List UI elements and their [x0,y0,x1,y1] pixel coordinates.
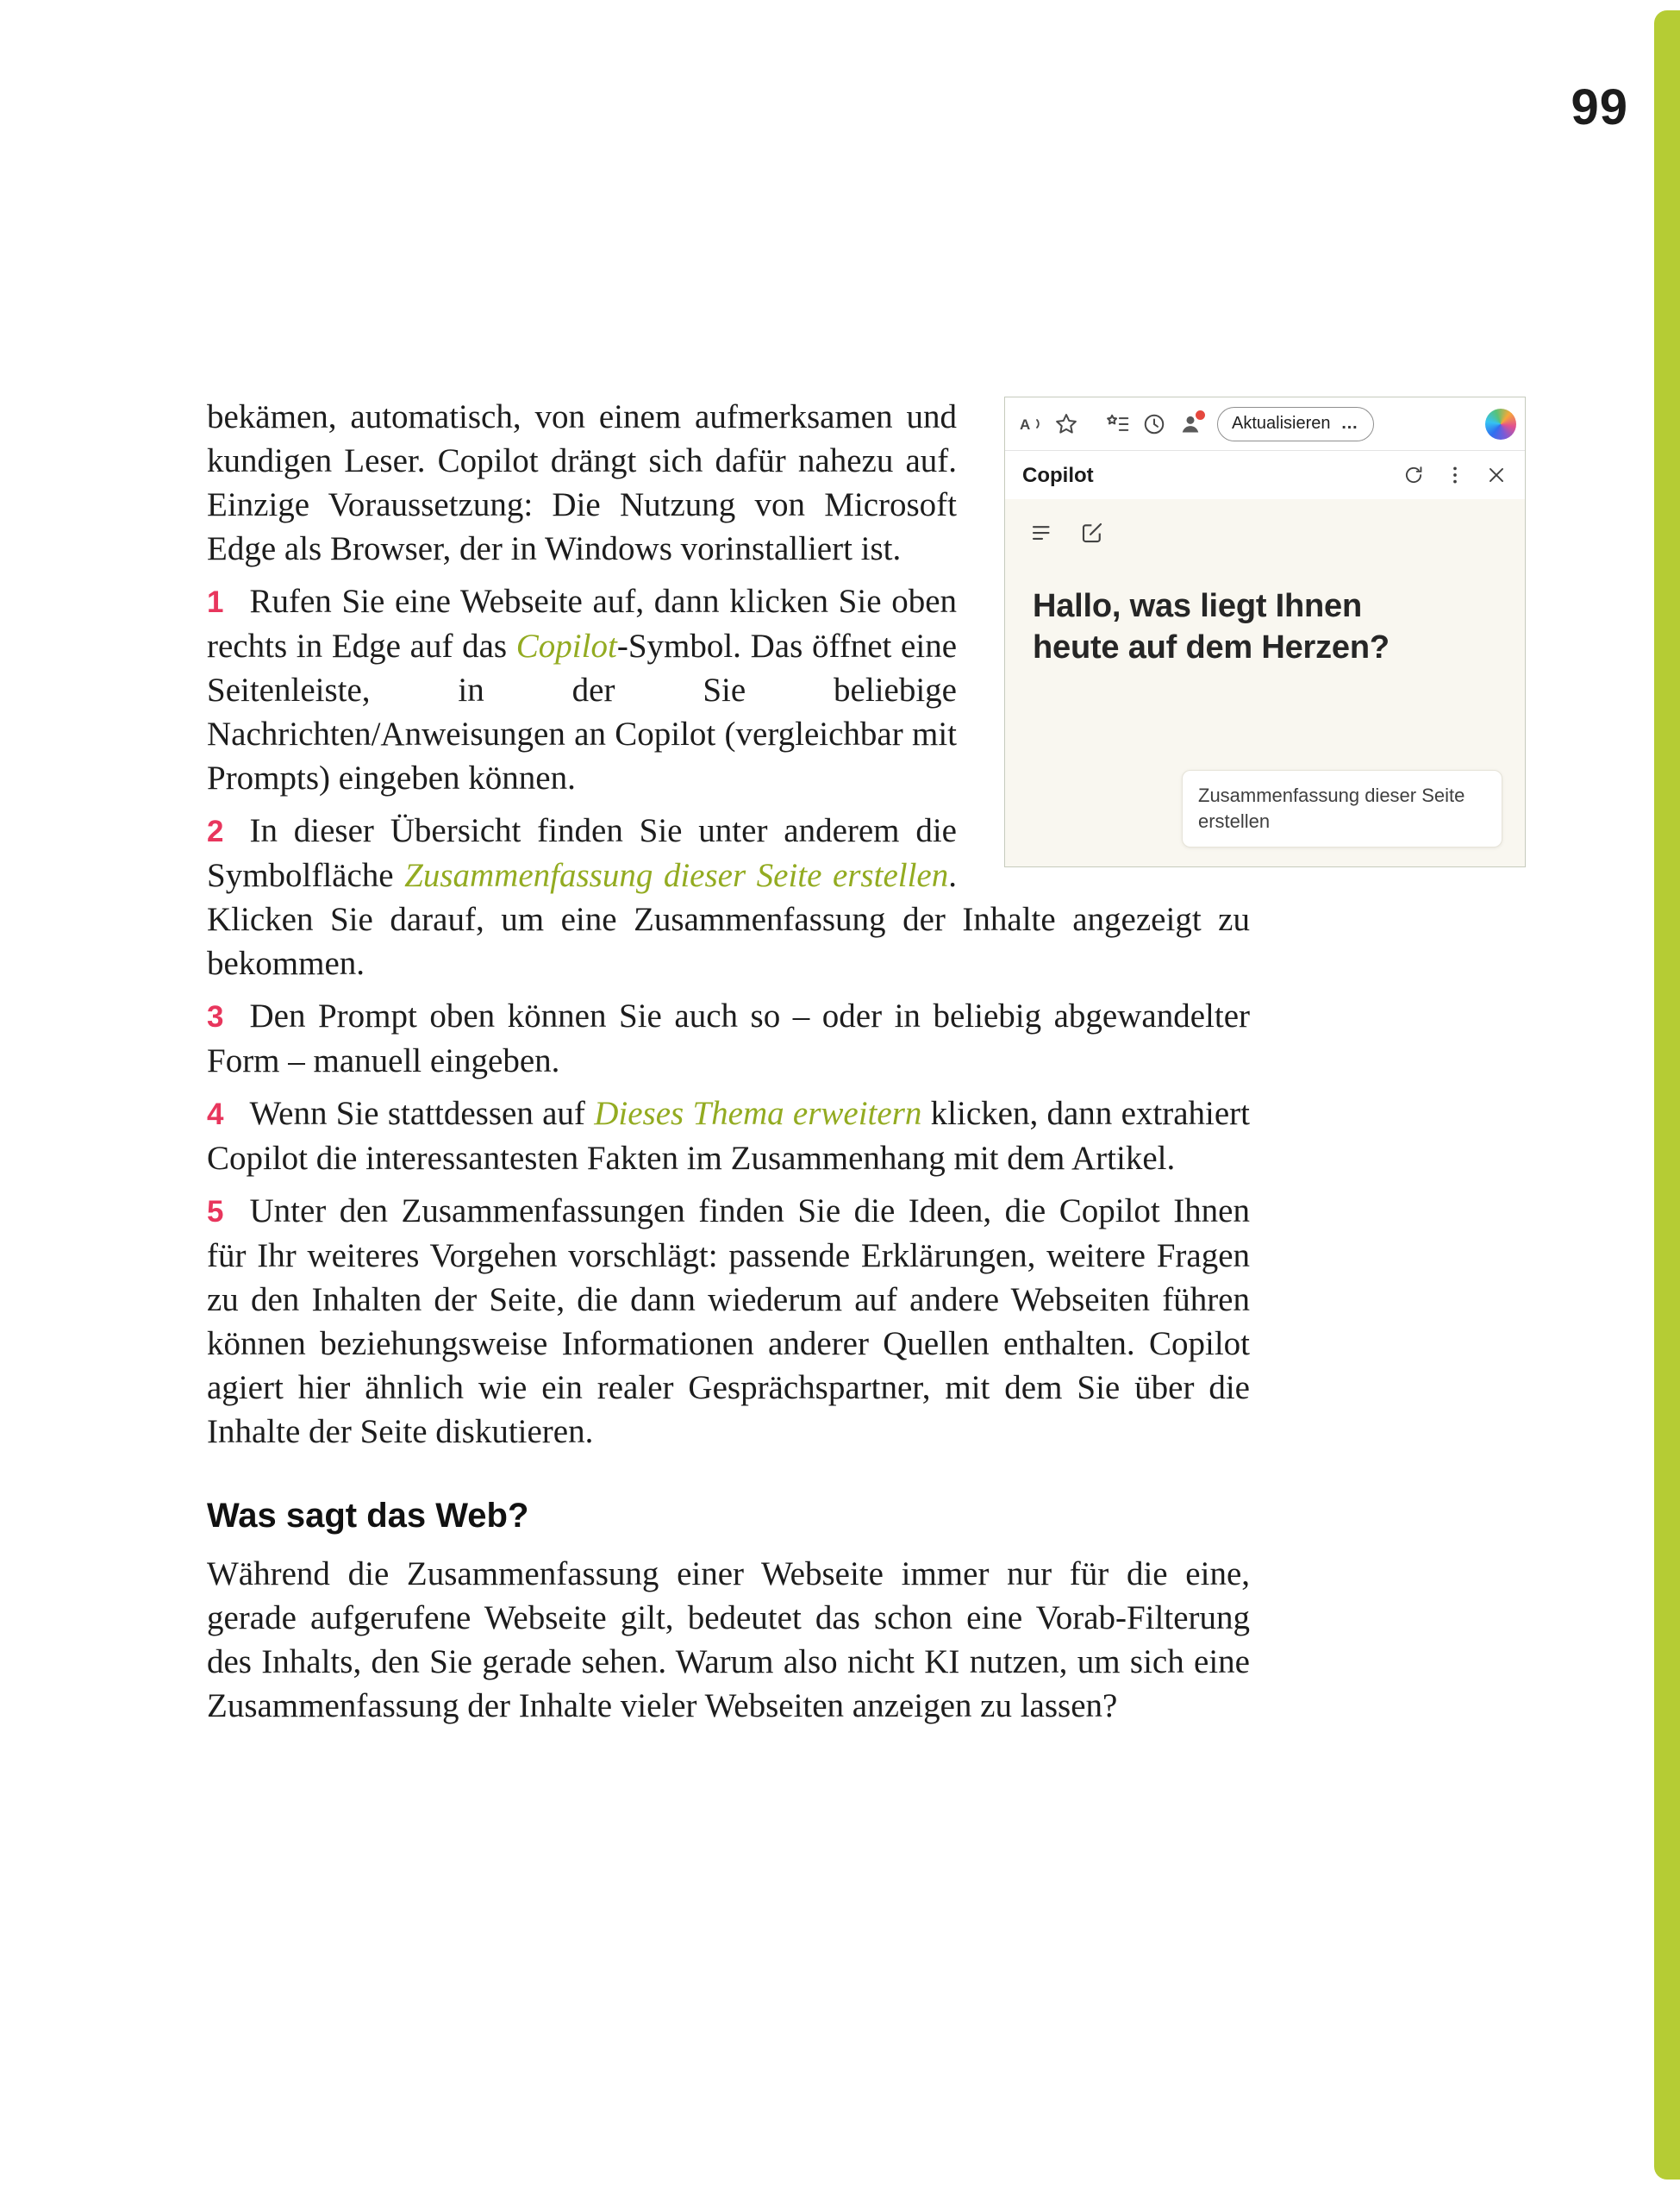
article [207,395,1465,1728]
step-2-accent-term: Zusammenfassung dieser Seite erstellen [404,857,949,894]
more-menu-icon[interactable] [1444,464,1466,486]
page-edge-accent-bar [1654,10,1680,2180]
new-chat-icon[interactable] [1079,520,1105,546]
svg-text:A: A [1020,416,1031,433]
notification-dot [1194,409,1207,422]
copilot-logo-icon[interactable] [1485,409,1516,440]
step-1-number: 1 [207,585,224,619]
copilot-panel-title: Copilot [1022,463,1094,487]
panel-toolbar [1029,520,1506,546]
step-4 [207,1091,1250,1180]
copilot-panel-body [1005,499,1525,866]
panel-header-icons [1402,464,1508,486]
close-icon[interactable] [1485,464,1508,486]
conversation-list-icon[interactable] [1029,520,1055,546]
summarize-page-button[interactable]: Zusammenfassung dieser Seite erstellen [1182,770,1502,847]
favorites-star-icon[interactable] [1048,406,1084,442]
more-options-icon[interactable]: … [1340,414,1359,433]
refresh-icon[interactable] [1402,464,1425,486]
step-5 [207,1189,1250,1454]
refresh-button-label: Aktualisieren [1232,414,1331,433]
collections-icon[interactable] [1100,406,1136,442]
closing-paragraph: Während die Zusammenfassung einer Webseite immer nur für die eine, gerade aufgerufene Webseite gilt, bedeutet das schon eine Vorab-Filterung des Inhalts, den Sie gerade sehen. Warum also nicht KI nutzen, um sich eine Zusammenfassung der Inhalte vieler Webseiten anzeigen zu lassen? [207,1555,1250,1724]
step-4-number: 4 [207,1098,224,1131]
step-3-text: Den Prompt oben können Sie auch so – oder in beliebig abgewandelter Form – manuell eingeben. [207,998,1250,1079]
step-5-number: 5 [207,1195,224,1229]
step-4-text: Wenn Sie stattdessen auf [249,1095,595,1132]
step-2-text-cont: . Klicken Sie darauf, um eine Zusammenfassung der Inhalte angezeigt zu bekommen. [207,857,1250,982]
step-1-text-cont: -Symbol. Das öffnet eine Seitenleiste, in der Sie beliebige Nachrichten/Anweisungen an Copilot (vergleichbar mit Prompts) eingeben können. [207,628,957,797]
step-2-number: 2 [207,815,224,848]
refresh-page-button[interactable] [1217,407,1374,441]
copilot-greeting: Hallo, was liegt Ihnen heute auf dem Herzen? [1033,588,1390,666]
history-icon[interactable] [1136,406,1172,442]
copilot-panel-header [1005,451,1525,499]
browser-toolbar [1005,397,1525,451]
step-1-accent-term: Copilot [515,628,617,665]
section-heading: Was sagt das Web? [207,1497,529,1535]
step-4-text-cont: klicken, dann extrahiert Copilot die interessantesten Fakten im Zusammenhang mit dem Artikel. [207,1095,1251,1177]
edge-copilot-screenshot [1004,397,1526,867]
step-1-text: Rufen Sie eine Webseite auf, dann klicken Sie oben rechts in Edge auf das [207,583,957,665]
step-3 [207,994,1250,1083]
page-number: 99 [1571,79,1628,135]
step-4-accent-term: Dieses Thema erweitern [594,1095,922,1132]
step-3-number: 3 [207,1000,224,1034]
profile-avatar-icon[interactable] [1172,406,1208,442]
step-5-text: Unter den Zusammenfassungen finden Sie die Ideen, die Copilot Ihnen für Ihr weiteres Vorgehen vorschlägt: passende Erklärungen, weitere Fragen zu den Inhalten der Seite, die dann wiederum auf andere Webseiten führen können beziehungsweise Informationen anderer Quellen enthalten. Copilot agiert hier ähnlich wie ein realer Gesprächspartner, mit dem Sie über die Inhalte der Seite diskutieren. [207,1192,1250,1450]
intro-paragraph: bekämen, automatisch, von einem aufmerksamen und kundigen Leser. Copilot drängt sich dafür nahezu auf. Einzige Voraussetzung: Die Nutzung von Microsoft Edge als Browser, der in Windows vorinstalliert ist. [207,398,957,567]
read-aloud-icon[interactable] [1012,406,1048,442]
step-2-text: In dieser Übersicht finden Sie unter anderem die Symbolfläche [207,812,957,894]
